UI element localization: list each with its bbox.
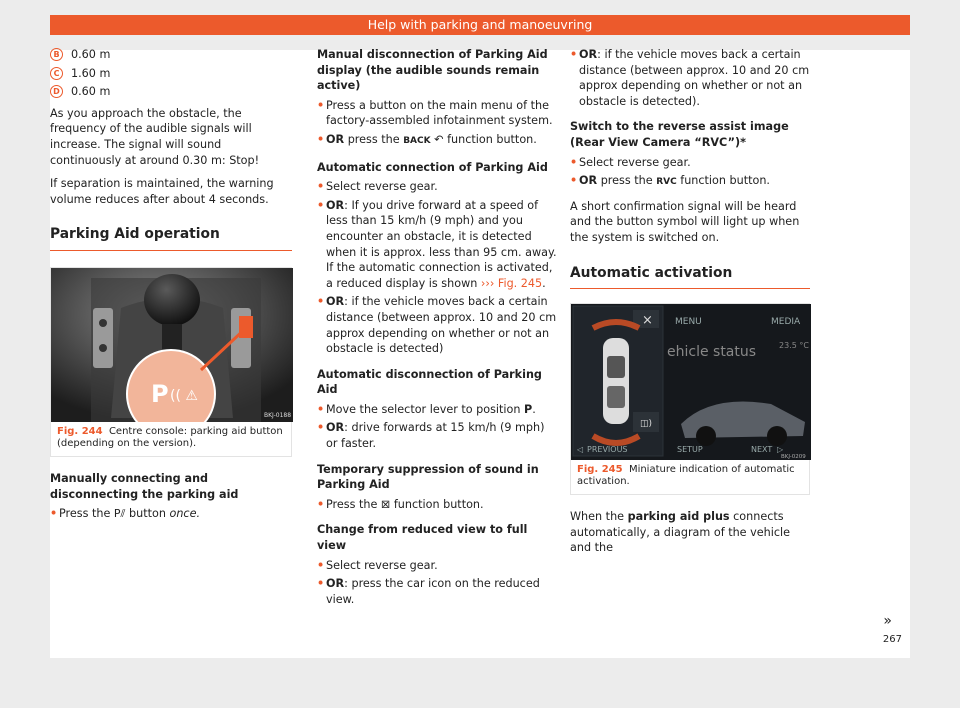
bullet-item: • Press a button on the main menu of the factory-assembled infotainment system. bbox=[317, 98, 559, 129]
label-c: C 1.60 m bbox=[50, 66, 292, 82]
section-title: Automatic activation bbox=[570, 266, 810, 290]
bullet-item: • Press the P⫽ button once. bbox=[50, 506, 292, 522]
bullet-item: • Select reverse gear. bbox=[570, 155, 810, 171]
svg-text:PREVIOUS: PREVIOUS bbox=[587, 445, 628, 455]
svg-text:MEDIA: MEDIA bbox=[771, 317, 801, 328]
subheading: Automatic connection of Parking Aid bbox=[317, 160, 548, 174]
svg-text:◁: ◁ bbox=[577, 445, 584, 455]
column-1 bbox=[50, 47, 292, 525]
subheading: Temporary suppression of sound in Parking Aid bbox=[317, 462, 539, 492]
column-3 bbox=[570, 47, 810, 564]
paragraph: A short confirmation signal will be heard and the button symbol will light up when the system is switched on. bbox=[570, 199, 800, 244]
bullet-item: • OR: if the vehicle moves back a certain distance (between approx. 10 and 20 cm approx depending on whether or not an obstacle is detected). bbox=[570, 47, 810, 109]
bullet-item: • Select reverse gear. bbox=[317, 179, 559, 195]
paragraph: If separation is maintained, the warning volume reduces after about 4 seconds. bbox=[50, 177, 274, 206]
paragraph: As you approach the obstacle, the frequency of the audible signals will increase. The signal will sound continuously at around 0.30 m: Stop! bbox=[50, 106, 260, 167]
subheading: Manually connecting and disconnecting the parking aid bbox=[50, 471, 239, 501]
infotainment-screen bbox=[571, 304, 811, 460]
svg-text:BKJ-0188: BKJ-0188 bbox=[264, 411, 292, 419]
bullet-item: • OR: If you drive forward at a speed of less than 15 km/h (9 mph) and you encounter an obstacle, it is detected when it is approx. less than 95 cm. away. If the automatic connection is activated, a reduced display is shown ››› Fig. 245. bbox=[317, 198, 559, 292]
bullet-item: • OR press the BACK ↶ function button. bbox=[317, 132, 559, 150]
svg-text:BKJ-0209: BKJ-0209 bbox=[781, 454, 806, 461]
subheading: Switch to the reverse assist image (Rear View Camera “RVC”)* bbox=[570, 120, 789, 149]
continue-marker: » bbox=[883, 613, 892, 629]
column-2 bbox=[317, 47, 559, 610]
bullet-item: • Press the ⊠ function button. bbox=[317, 497, 559, 513]
mute-icon: ⊠ bbox=[380, 497, 391, 511]
svg-text:SETUP: SETUP bbox=[677, 445, 703, 455]
paragraph: When the parking aid plus connects automatically, a diagram of the vehicle and the bbox=[570, 510, 790, 555]
label-d: D 0.60 m bbox=[50, 84, 292, 100]
svg-text:MENU: MENU bbox=[675, 317, 702, 328]
parking-aid-icon: P⫽ bbox=[113, 507, 126, 521]
subheading: Automatic disconnection of Parking Aid bbox=[317, 367, 542, 397]
svg-text:▷: ▷ bbox=[777, 445, 784, 455]
figure-245 bbox=[570, 303, 810, 495]
page-number: 267 bbox=[882, 634, 902, 645]
console-photo bbox=[51, 268, 293, 422]
screen-illustration bbox=[571, 304, 811, 460]
close-icon: × bbox=[642, 313, 653, 329]
svg-text:◫): ◫) bbox=[640, 419, 653, 430]
page-header: Help with parking and manoeuvring bbox=[50, 15, 910, 35]
label-b: B 0.60 m bbox=[50, 47, 292, 63]
figure-caption: Fig. 245 Miniature indication of automatic activation. bbox=[577, 464, 795, 488]
subheading: Change from reduced view to full view bbox=[317, 523, 528, 553]
figure-caption: Fig. 244 Centre console: parking aid button (depending on the version). bbox=[57, 425, 283, 449]
svg-text:23.5 °C: 23.5 °C bbox=[779, 341, 809, 351]
bullet-item: • OR: drive forwards at 15 km/h (9 mph) or faster. bbox=[317, 420, 559, 451]
figure-244 bbox=[50, 267, 292, 457]
bullet-item: • OR: press the car icon on the reduced view. bbox=[317, 576, 559, 607]
bullet-item: • OR: if the vehicle moves back a certain distance (between approx. 10 and 20 cm approx depending on whether or not an obstacle is detected) bbox=[317, 294, 559, 356]
bullet-item: • Select reverse gear. bbox=[317, 558, 559, 574]
section-title: Parking Aid operation bbox=[50, 227, 292, 251]
console-illustration bbox=[51, 268, 293, 422]
subheading: Manual disconnection of Parking Aid display (the audible sounds remain active) bbox=[317, 48, 548, 93]
svg-text:NEXT: NEXT bbox=[751, 445, 773, 455]
bullet-item: • Move the selector lever to position P. bbox=[317, 402, 559, 418]
bullet-item: • OR press the RVC function button. bbox=[570, 173, 810, 191]
svg-text:ehicle status: ehicle status bbox=[667, 344, 757, 361]
svg-text:(( ⚠: (( ⚠ bbox=[170, 387, 198, 404]
svg-text:P: P bbox=[151, 379, 169, 408]
back-icon: ↶ bbox=[434, 132, 444, 146]
